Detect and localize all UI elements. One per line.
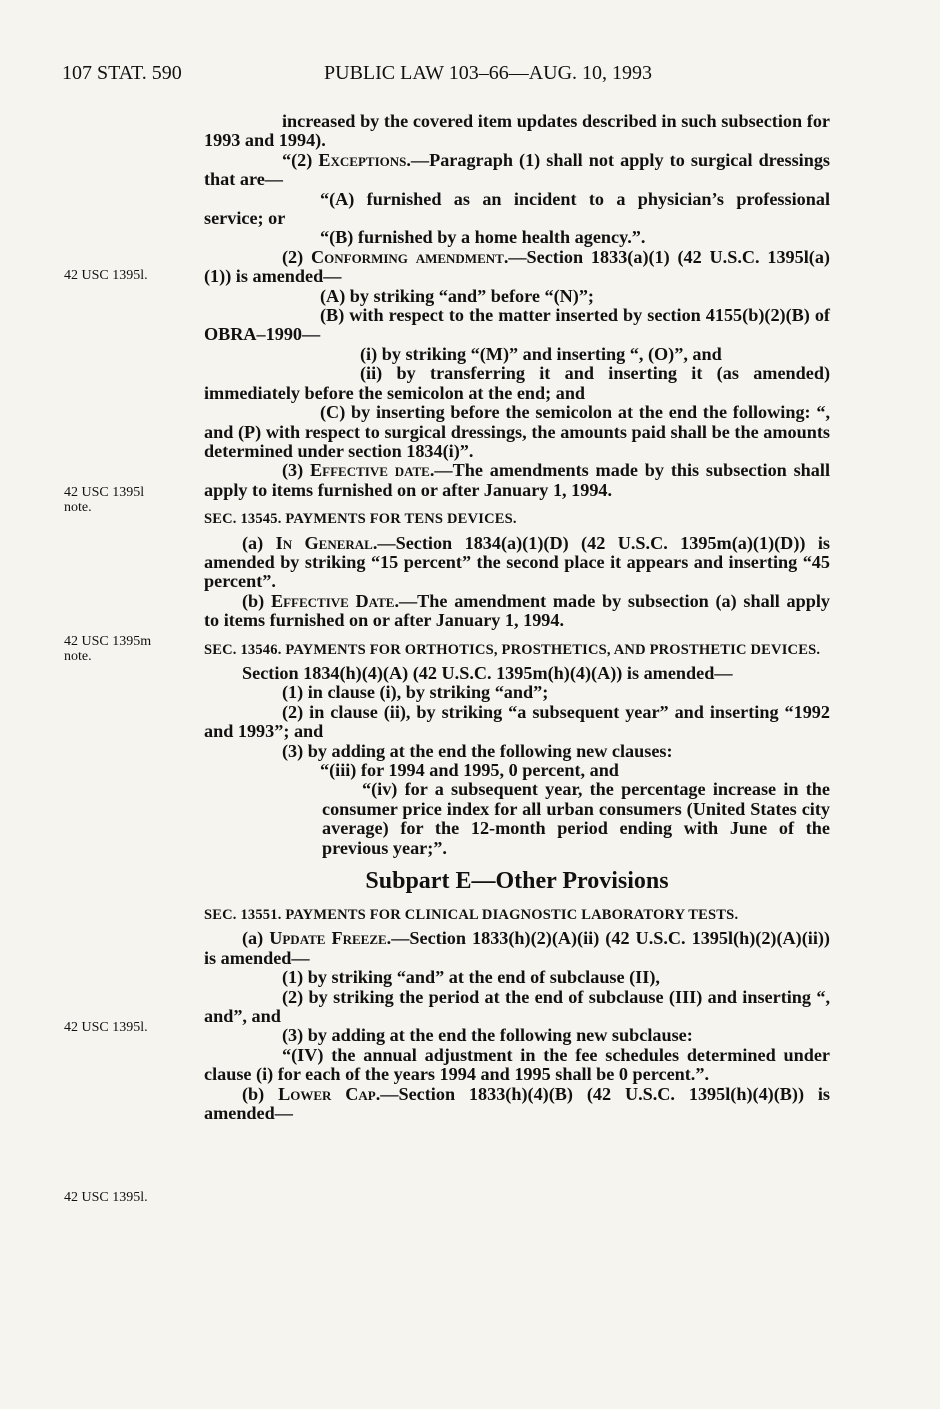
paragraph: (a) Update Freeze.—Section 1833(h)(2)(A)(ii) (42 U.S.C. 1395l(h)(2)(A)(ii)) is amended— <box>204 928 830 968</box>
paragraph: (C) by inserting before the semicolon at the end the following: “, and (P) with respect to surgical dressings, the amounts paid shall be the amounts determined under section 1834(i)”. <box>204 402 830 461</box>
stat-page-number: 107 STAT. 590 <box>62 62 182 84</box>
paragraph: increased by the covered item updates described in such subsection for 1993 and 1994). <box>204 111 830 151</box>
margin-note-3 <box>64 634 151 664</box>
statute-text <box>204 112 830 1124</box>
section-heading: SEC. 13545. PAYMENTS FOR TENS DEVICES. <box>204 511 517 528</box>
paragraph: (i) by striking “(M)” and inserting “, (O)”, and <box>360 343 722 364</box>
paragraph: (3) by adding at the end the following new subclause: <box>282 1025 693 1046</box>
paragraph: (a) In General.—Section 1834(a)(1)(D) (42 U.S.C. 1395m(a)(1)(D)) is amended by striking “15 percent” the second place it appears and inserting “45 percent”. <box>204 532 830 592</box>
paragraph: (A) by striking “and” before “(N)”; <box>320 285 594 306</box>
margin-note-4: 42 USC 1395l. <box>64 1020 148 1035</box>
paragraph: (1) by striking “and” at the end of subclause (II), <box>282 967 660 988</box>
paragraph: (3) by adding at the end the following new clauses: <box>282 740 673 761</box>
margin-note-2-cite: 42 USC 1395l <box>64 485 145 500</box>
paragraph: (b) Lower Cap.—Section 1833(h)(4)(B) (42 U.S.C. 1395l(h)(4)(B)) is amended— <box>204 1083 831 1124</box>
margin-note-3-label: note. <box>64 649 92 664</box>
subpart-heading: Subpart E—Other Provisions <box>365 868 669 895</box>
paragraph: “(A) furnished as an incident to a physician’s professional service; or <box>204 188 830 229</box>
heading-run: Update Freeze <box>269 928 387 949</box>
running-header: PUBLIC LAW 103–66—AUG. 10, 1993 <box>324 62 653 84</box>
paragraph: “(iii) for 1994 and 1995, 0 percent, and <box>320 760 619 780</box>
margin-note-2-label: note. <box>64 500 92 515</box>
margin-note-2 <box>64 485 144 515</box>
paragraph: Section 1834(h)(4)(A) (42 U.S.C. 1395m(h)(4)(A)) is amended— <box>242 662 733 683</box>
paragraph: “(iv) for a subsequent year, the percentage increase in the consumer price index for all urban consumers (United States city average) for the 12-month period ending with June of the previous year;”. <box>322 779 830 858</box>
margin-note-3-cite: 42 USC 1395m <box>64 634 152 649</box>
heading-run: In General <box>275 532 373 553</box>
paragraph: (2) by striking the period at the end of subclause (III) and inserting “, and”, and <box>204 986 830 1027</box>
paragraph: (b) Effective Date.—The amendment made by subsection (a) shall apply to items furnished on or after January 1, 1994. <box>204 590 830 631</box>
paragraph: “(IV) the annual adjustment in the fee schedules determined under clause (i) for each of the years 1994 and 1995 shall be 0 percent.”. <box>204 1044 830 1085</box>
section-heading: SEC. 13551. PAYMENTS FOR CLINICAL DIAGNOSTIC LABORATORY TESTS. <box>204 907 739 924</box>
heading-run: Effective date <box>310 460 430 481</box>
margin-note-1: 42 USC 1395l. <box>64 268 148 283</box>
paragraph: (2) in clause (ii), by striking “a subsequent year” and inserting “1992 and 1993”; and <box>204 701 830 742</box>
paragraph: “(B) furnished by a home health agency.”. <box>320 227 646 248</box>
section-heading: SEC. 13546. PAYMENTS FOR ORTHOTICS, PROSTHETICS, AND PROSTHETIC DEVICES. <box>204 641 821 658</box>
paragraph: (ii) by transferring it and inserting it (as amended) immediately before the semicolon at the end; and <box>204 363 830 403</box>
heading-run: Effective Date <box>270 590 395 611</box>
paragraph: (2) Conforming amendment.—Section 1833(a)(1) (42 U.S.C. 1395l(a)(1)) is amended— <box>204 246 830 287</box>
heading-run: Exceptions <box>318 149 407 170</box>
heading-run: Conforming amendment <box>311 246 504 267</box>
heading-run: Lower Cap <box>278 1083 376 1104</box>
paragraph: (B) with respect to the matter inserted by section 4155(b)(2)(B) of OBRA–1990— <box>204 305 830 345</box>
paragraph: (3) Effective date.—The amendments made by this subsection shall apply to items furnished on or after January 1, 1994. <box>204 460 830 500</box>
paragraph: (1) in clause (i), by striking “and”; <box>282 682 549 703</box>
paragraph: “(2) Exceptions.—Paragraph (1) shall not apply to surgical dressings that are— <box>204 149 830 190</box>
margin-note-5: 42 USC 1395l. <box>64 1190 148 1205</box>
